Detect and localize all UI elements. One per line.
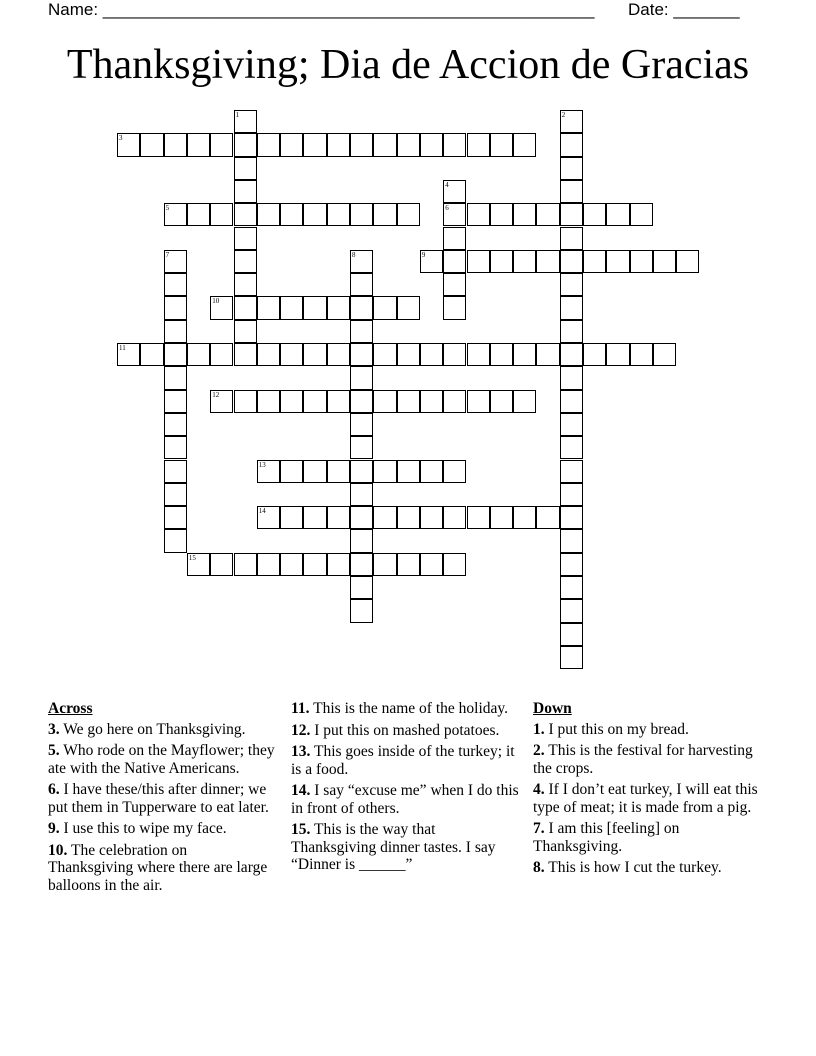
- grid-cell[interactable]: [467, 203, 490, 226]
- down-heading: Down: [533, 700, 572, 717]
- grid-cell[interactable]: [210, 133, 233, 156]
- grid-cell[interactable]: [443, 460, 466, 483]
- clue-number: 2: [561, 111, 566, 119]
- clue-down-1: 1. I put this on my bread.: [533, 720, 689, 738]
- clue-number: 7: [165, 250, 170, 259]
- grid-cell[interactable]: [420, 506, 443, 529]
- grid-cell[interactable]: [560, 227, 583, 250]
- grid-cell[interactable]: [257, 390, 280, 413]
- grid-cell[interactable]: [327, 296, 350, 319]
- grid-cell[interactable]: [467, 133, 490, 156]
- clue-across-9: 9. I use this to wipe my face.: [48, 820, 227, 837]
- grid-cell[interactable]: [560, 366, 583, 389]
- grid-cell[interactable]: [513, 343, 536, 366]
- clue-across-5: 5. Who rode on the Mayflower; they ate with the Native Americans.: [48, 742, 275, 777]
- grid-cell[interactable]: [210, 553, 233, 576]
- grid-cell[interactable]: [350, 390, 373, 413]
- grid-cell[interactable]: [327, 553, 350, 576]
- clue-number: 6: [445, 204, 449, 213]
- grid-cell[interactable]: [513, 390, 536, 413]
- grid-cell[interactable]: [234, 553, 257, 576]
- grid-cell[interactable]: [350, 320, 373, 343]
- grid-cell[interactable]: [350, 250, 373, 273]
- clue-across-13: 13. This goes inside of the turkey; it is a food.: [291, 743, 515, 778]
- grid-cell[interactable]: [560, 623, 583, 646]
- grid-cell[interactable]: [443, 506, 466, 529]
- grid-cell[interactable]: [560, 436, 583, 459]
- grid-cell[interactable]: [560, 133, 583, 156]
- grid-cell[interactable]: [443, 553, 466, 576]
- grid-cell[interactable]: [583, 203, 606, 226]
- grid-cell[interactable]: [443, 133, 466, 156]
- grid-cell[interactable]: [536, 250, 559, 273]
- grid-cell[interactable]: [210, 390, 233, 413]
- grid-cell[interactable]: [187, 133, 210, 156]
- grid-cell[interactable]: [303, 296, 326, 319]
- grid-cell[interactable]: [164, 506, 187, 529]
- grid-cell[interactable]: [350, 413, 373, 436]
- grid-cell[interactable]: [234, 343, 257, 366]
- grid-cell[interactable]: [257, 343, 280, 366]
- grid-cell[interactable]: [560, 110, 583, 133]
- grid-cell[interactable]: [117, 133, 140, 156]
- clue-across-3: 3. We go here on Thanksgiving.: [48, 720, 246, 738]
- grid-cell[interactable]: [490, 506, 513, 529]
- grid-cell[interactable]: [164, 250, 187, 273]
- clue-number: 14: [258, 507, 266, 516]
- clue-down-4: 4. If I don’t eat turkey, I will eat this type of meat; it is made from a pig.: [533, 781, 758, 816]
- clue-number: 9: [421, 250, 426, 259]
- grid-cell[interactable]: [536, 506, 559, 529]
- grid-cell[interactable]: [164, 203, 187, 226]
- grid-cell[interactable]: [373, 343, 396, 366]
- grid-cell[interactable]: [234, 203, 257, 226]
- clue-number: 13: [258, 460, 266, 469]
- grid-cell[interactable]: [327, 506, 350, 529]
- name-field-label: Name: ____________________________________________________: [48, 0, 595, 19]
- grid-cell[interactable]: [560, 296, 583, 319]
- grid-cell[interactable]: [513, 506, 536, 529]
- grid-cell[interactable]: [606, 250, 629, 273]
- grid-cell[interactable]: [234, 320, 257, 343]
- clue-across-10: 10. The celebration on Thanksgiving where there are large balloons in the air.: [48, 841, 268, 894]
- grid-cell[interactable]: [653, 343, 676, 366]
- grid-cell[interactable]: [234, 110, 257, 133]
- grid-cell[interactable]: [560, 506, 583, 529]
- grid-cell[interactable]: [164, 343, 187, 366]
- page-title: Thanksgiving; Dia de Accion de Gracias: [66, 42, 750, 88]
- grid-cell[interactable]: [490, 203, 513, 226]
- grid-cell[interactable]: [350, 529, 373, 552]
- grid-cell[interactable]: [560, 343, 583, 366]
- grid-cell[interactable]: [560, 390, 583, 413]
- grid-cell[interactable]: [164, 133, 187, 156]
- grid-cell[interactable]: [560, 180, 583, 203]
- grid-cell[interactable]: [257, 296, 280, 319]
- grid-cell[interactable]: [513, 133, 536, 156]
- grid-cell[interactable]: [350, 343, 373, 366]
- grid-cell[interactable]: [443, 343, 466, 366]
- grid-cell[interactable]: [490, 250, 513, 273]
- grid-cell[interactable]: [560, 599, 583, 622]
- grid-cell[interactable]: [303, 390, 326, 413]
- grid-cell[interactable]: [560, 529, 583, 552]
- grid-cell[interactable]: [373, 296, 396, 319]
- grid-cell[interactable]: [420, 343, 443, 366]
- grid-cell[interactable]: [327, 460, 350, 483]
- grid-cell[interactable]: [210, 296, 233, 319]
- grid-cell[interactable]: [303, 460, 326, 483]
- grid-cell[interactable]: [420, 133, 443, 156]
- grid-cell[interactable]: [373, 203, 396, 226]
- grid-cell[interactable]: [327, 390, 350, 413]
- grid-cell[interactable]: [560, 576, 583, 599]
- grid-cell[interactable]: [606, 343, 629, 366]
- grid-cell[interactable]: [187, 343, 210, 366]
- clue-number: 15: [188, 553, 196, 562]
- grid-cell[interactable]: [350, 133, 373, 156]
- grid-cell[interactable]: [257, 203, 280, 226]
- clue-number: 11: [119, 344, 126, 352]
- grid-cell[interactable]: [560, 273, 583, 296]
- grid-cell[interactable]: [443, 227, 466, 250]
- grid-cell[interactable]: [560, 413, 583, 436]
- grid-cell[interactable]: [397, 506, 420, 529]
- grid-cell[interactable]: [443, 273, 466, 296]
- grid-cell[interactable]: [350, 436, 373, 459]
- clue-number: 12: [212, 390, 220, 399]
- grid-cell[interactable]: [420, 250, 443, 273]
- grid-cell[interactable]: [373, 553, 396, 576]
- grid-cell[interactable]: [280, 506, 303, 529]
- grid-cell[interactable]: [327, 343, 350, 366]
- grid-cell[interactable]: [467, 506, 490, 529]
- grid-cell[interactable]: [443, 203, 466, 226]
- grid-cell[interactable]: [676, 250, 699, 273]
- grid-cell[interactable]: [513, 250, 536, 273]
- clue-number: 1: [235, 111, 239, 119]
- grid-cell[interactable]: [257, 506, 280, 529]
- clue-across-6: 6. I have these/this after dinner; we put them in Tupperware to eat later.: [48, 781, 269, 816]
- clue-across-15: 15. This is the way that Thanksgiving dinner tastes. I say “Dinner is ______”: [291, 821, 496, 873]
- grid-cell[interactable]: [397, 460, 420, 483]
- grid-cell[interactable]: [397, 343, 420, 366]
- grid-cell[interactable]: [397, 553, 420, 576]
- grid-cell[interactable]: [280, 203, 303, 226]
- grid-cell[interactable]: [187, 203, 210, 226]
- grid-cell[interactable]: [350, 460, 373, 483]
- grid-cell[interactable]: [443, 250, 466, 273]
- grid-cell[interactable]: [420, 390, 443, 413]
- grid-cell[interactable]: [490, 133, 513, 156]
- grid-cell[interactable]: [257, 133, 280, 156]
- grid-cell[interactable]: [397, 390, 420, 413]
- grid-cell[interactable]: [513, 203, 536, 226]
- down-clues-col: [533, 700, 761, 881]
- grid-cell[interactable]: [630, 250, 653, 273]
- grid-cell[interactable]: [164, 413, 187, 436]
- grid-cell[interactable]: [280, 133, 303, 156]
- grid-cell[interactable]: [257, 460, 280, 483]
- grid-cell[interactable]: [164, 529, 187, 552]
- grid-cell[interactable]: [373, 506, 396, 529]
- grid-cell[interactable]: [350, 576, 373, 599]
- grid-cell[interactable]: [350, 296, 373, 319]
- grid-cell[interactable]: [560, 646, 583, 669]
- grid-cell[interactable]: [210, 343, 233, 366]
- grid-cell[interactable]: [280, 460, 303, 483]
- grid-cell[interactable]: [560, 157, 583, 180]
- grid-cell[interactable]: [443, 390, 466, 413]
- clue-across-14: 14. I say “excuse me” when I do this in front of others.: [291, 782, 519, 817]
- grid-cell[interactable]: [164, 483, 187, 506]
- grid-cell[interactable]: [373, 390, 396, 413]
- clue-number: 8: [352, 250, 356, 259]
- grid-cell[interactable]: [350, 599, 373, 622]
- grid-cell[interactable]: [606, 203, 629, 226]
- grid-cell[interactable]: [234, 157, 257, 180]
- grid-cell[interactable]: [280, 390, 303, 413]
- grid-cell[interactable]: [140, 133, 163, 156]
- grid-cell[interactable]: [397, 203, 420, 226]
- grid-cell[interactable]: [164, 273, 187, 296]
- grid-cell[interactable]: [187, 553, 210, 576]
- grid-cell[interactable]: [630, 203, 653, 226]
- grid-cell[interactable]: [280, 296, 303, 319]
- grid-cell[interactable]: [583, 343, 606, 366]
- clue-number: 10: [212, 297, 220, 306]
- grid-cell[interactable]: [234, 227, 257, 250]
- grid-cell[interactable]: [327, 133, 350, 156]
- grid-cell[interactable]: [234, 180, 257, 203]
- grid-cell[interactable]: [350, 366, 373, 389]
- clue-across-12: 12. I put this on mashed potatoes.: [291, 721, 500, 739]
- grid-cell[interactable]: [630, 343, 653, 366]
- grid-cell[interactable]: [303, 133, 326, 156]
- grid-cell[interactable]: [373, 460, 396, 483]
- date-field-label: Date: _______: [628, 0, 740, 19]
- grid-cell[interactable]: [234, 133, 257, 156]
- grid-cell[interactable]: [490, 343, 513, 366]
- grid-cell[interactable]: [560, 460, 583, 483]
- grid-cell[interactable]: [164, 436, 187, 459]
- grid-cell[interactable]: [560, 483, 583, 506]
- grid-cell[interactable]: [560, 553, 583, 576]
- grid-cell[interactable]: [350, 553, 373, 576]
- clue-down-8: 8. This is how I cut the turkey.: [533, 859, 722, 876]
- grid-cell[interactable]: [420, 460, 443, 483]
- grid-cell[interactable]: [560, 203, 583, 226]
- grid-cell[interactable]: [327, 203, 350, 226]
- grid-cell[interactable]: [164, 390, 187, 413]
- grid-cell[interactable]: [467, 250, 490, 273]
- across-clues-col1: [48, 700, 276, 898]
- grid-cell[interactable]: [140, 343, 163, 366]
- clue-down-2: 2. This is the festival for harvesting the crops.: [533, 742, 753, 777]
- grid-cell[interactable]: [303, 343, 326, 366]
- grid-cell[interactable]: [467, 390, 490, 413]
- clue-number: 4: [445, 180, 449, 189]
- grid-cell[interactable]: [164, 460, 187, 483]
- grid-cell[interactable]: [536, 203, 559, 226]
- clue-down-7: 7. I am this [feeling] on Thanksgiving.: [533, 820, 680, 855]
- clue-number: 3: [119, 134, 123, 143]
- grid-cell[interactable]: [210, 203, 233, 226]
- grid-cell[interactable]: [560, 250, 583, 273]
- grid-cell[interactable]: [280, 343, 303, 366]
- grid-cell[interactable]: [373, 133, 396, 156]
- grid-cell[interactable]: [303, 203, 326, 226]
- grid-cell[interactable]: [280, 553, 303, 576]
- grid-cell[interactable]: [397, 296, 420, 319]
- grid-cell[interactable]: [257, 553, 280, 576]
- grid-cell[interactable]: [350, 203, 373, 226]
- across-clues-col2: [291, 700, 519, 878]
- grid-cell[interactable]: [583, 250, 606, 273]
- grid-cell[interactable]: [303, 553, 326, 576]
- clue-number: 5: [165, 204, 170, 213]
- grid-cell[interactable]: [350, 483, 373, 506]
- grid-cell[interactable]: [536, 343, 559, 366]
- grid-cell[interactable]: [234, 296, 257, 319]
- grid-cell[interactable]: [490, 390, 513, 413]
- grid-cell[interactable]: [397, 133, 420, 156]
- across-heading: Across: [48, 700, 93, 717]
- grid-cell[interactable]: [420, 553, 443, 576]
- grid-cell[interactable]: [164, 320, 187, 343]
- grid-cell[interactable]: [653, 250, 676, 273]
- grid-cell[interactable]: [350, 273, 373, 296]
- grid-cell[interactable]: [164, 296, 187, 319]
- grid-cell[interactable]: [350, 506, 373, 529]
- grid-cell[interactable]: [467, 343, 490, 366]
- grid-cell[interactable]: [164, 366, 187, 389]
- grid-cell[interactable]: [443, 180, 466, 203]
- grid-cell[interactable]: [117, 343, 140, 366]
- clue-across-11: 11. This is the name of the holiday.: [291, 700, 508, 717]
- grid-cell[interactable]: [443, 296, 466, 319]
- grid-cell[interactable]: [234, 273, 257, 296]
- grid-cell[interactable]: [303, 506, 326, 529]
- grid-cell[interactable]: [560, 320, 583, 343]
- grid-cell[interactable]: [234, 250, 257, 273]
- grid-cell[interactable]: [234, 390, 257, 413]
